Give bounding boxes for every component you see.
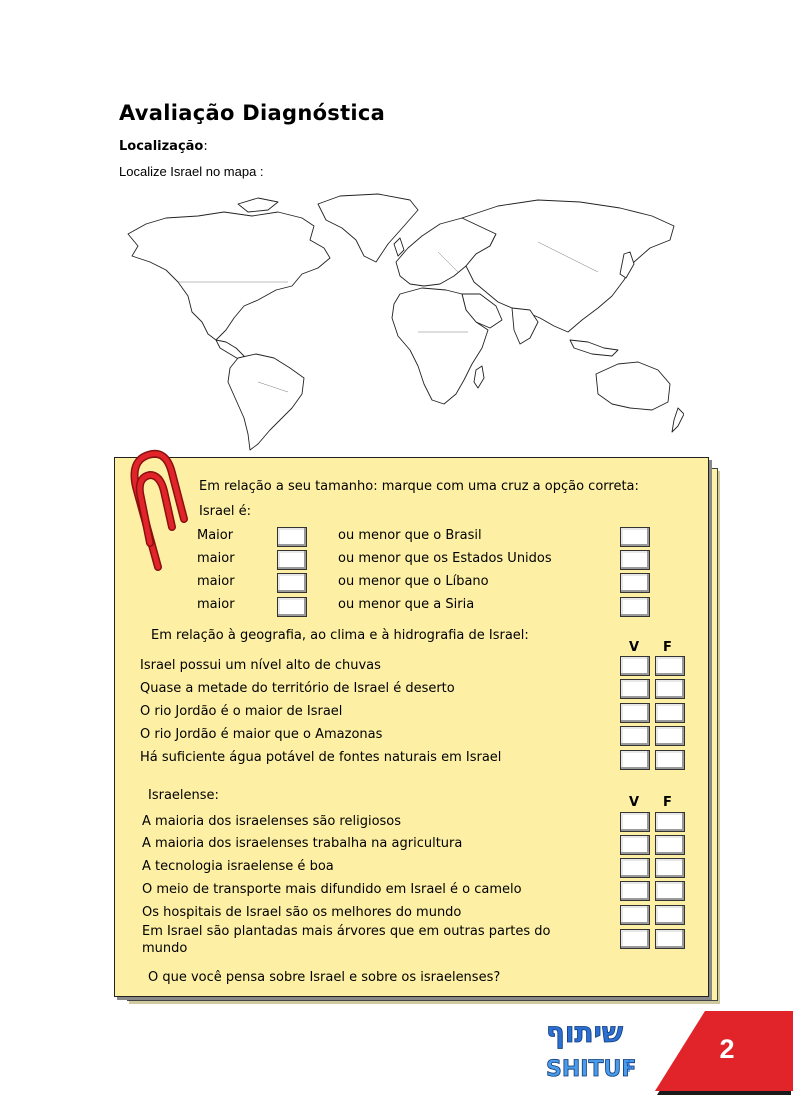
geo-false-checkbox[interactable]	[655, 656, 685, 676]
size-row-left: maior	[197, 551, 235, 566]
people-true-checkbox[interactable]	[620, 812, 650, 832]
size-row-left: Maior	[197, 528, 234, 543]
geo-true-checkbox[interactable]	[620, 750, 650, 770]
geo-f-label: F	[663, 640, 672, 655]
arctic-islands-shape	[238, 198, 278, 212]
people-false-checkbox[interactable]	[655, 929, 685, 949]
size-menor-checkbox[interactable]	[620, 527, 650, 547]
size-maior-checkbox[interactable]	[277, 573, 307, 593]
people-true-checkbox[interactable]	[620, 929, 650, 949]
people-false-checkbox[interactable]	[655, 881, 685, 901]
indonesia-shape	[570, 340, 618, 356]
geo-true-checkbox[interactable]	[620, 726, 650, 746]
people-f-label: F	[663, 795, 672, 810]
logo-hebrew: שיתוף	[546, 1016, 624, 1049]
people-statement: Em Israel são plantadas mais árvores que em outras partes do	[142, 924, 551, 939]
page-title: Avaliação Diagnóstica	[119, 101, 386, 125]
people-false-checkbox[interactable]	[655, 905, 685, 925]
people-true-checkbox[interactable]	[620, 905, 650, 925]
size-row-right: ou menor que o Líbano	[338, 574, 489, 589]
people-statement: Os hospitais de Israel são os melhores do mundo	[142, 905, 462, 920]
size-maior-checkbox[interactable]	[277, 597, 307, 617]
geo-true-checkbox[interactable]	[620, 703, 650, 723]
geo-true-checkbox[interactable]	[620, 679, 650, 699]
size-row-left: maior	[197, 597, 235, 612]
people-heading: Israelense:	[148, 788, 219, 803]
geo-false-checkbox[interactable]	[655, 679, 685, 699]
south-america-shape	[228, 354, 304, 450]
location-label-line	[119, 139, 208, 154]
geo-false-checkbox[interactable]	[655, 726, 685, 746]
people-statement: A tecnologia israelense é boa	[142, 859, 334, 874]
people-statement-continued: mundo	[142, 941, 188, 956]
geo-statement: Israel possui um nível alto de chuvas	[140, 658, 381, 673]
geo-false-checkbox[interactable]	[655, 750, 685, 770]
new-zealand-shape	[672, 408, 684, 432]
geo-heading: Em relação à geografia, ao clima e à hidrografia de Israel:	[151, 628, 529, 643]
size-menor-checkbox[interactable]	[620, 550, 650, 570]
size-row-right: ou menor que os Estados Unidos	[338, 551, 552, 566]
geo-statement: O rio Jordão é maior que o Amazonas	[140, 727, 383, 742]
north-america-shape	[128, 212, 330, 340]
page-number: 2	[719, 1034, 735, 1064]
geo-true-checkbox[interactable]	[620, 656, 650, 676]
madagascar-shape	[474, 366, 484, 388]
people-true-checkbox[interactable]	[620, 881, 650, 901]
size-row-left: maior	[197, 574, 235, 589]
location-label: Localização	[119, 139, 204, 154]
size-menor-checkbox[interactable]	[620, 597, 650, 617]
location-colon: :	[203, 139, 208, 154]
page-number-tab	[655, 1011, 793, 1096]
geo-statement: Quase a metade do território de Israel é deserto	[140, 681, 455, 696]
people-false-checkbox[interactable]	[655, 858, 685, 878]
size-maior-checkbox[interactable]	[277, 550, 307, 570]
people-true-checkbox[interactable]	[620, 858, 650, 878]
people-v-label: V	[629, 795, 640, 810]
logo-latin: SHITUF	[546, 1057, 636, 1082]
australia-shape	[596, 362, 670, 410]
geo-v-label: V	[629, 640, 640, 655]
size-menor-checkbox[interactable]	[620, 573, 650, 593]
people-false-checkbox[interactable]	[655, 812, 685, 832]
world-map[interactable]	[118, 182, 684, 454]
size-maior-checkbox[interactable]	[277, 527, 307, 547]
size-lead: Israel é:	[199, 504, 252, 519]
people-false-checkbox[interactable]	[655, 835, 685, 855]
geo-statement: O rio Jordão é o maior de Israel	[140, 704, 343, 719]
people-true-checkbox[interactable]	[620, 835, 650, 855]
paperclip-icon	[128, 447, 188, 573]
uk-shape	[394, 238, 404, 256]
closing-question: O que você pensa sobre Israel e sobre os israelenses?	[148, 970, 501, 985]
shituf-logo	[542, 1012, 636, 1084]
size-row-right: ou menor que o Brasil	[338, 528, 482, 543]
location-instruction: Localize Israel no mapa :	[119, 164, 264, 179]
size-instruction: Em relação a seu tamanho: marque com uma cruz a opção correta:	[199, 479, 639, 494]
geo-false-checkbox[interactable]	[655, 703, 685, 723]
people-statement: A maioria dos israelenses trabalha na agricultura	[142, 836, 463, 851]
people-statement: O meio de transporte mais difundido em Israel é o camelo	[142, 882, 522, 897]
people-statement: A maioria dos israelenses são religiosos	[142, 814, 402, 829]
greenland-shape	[318, 194, 418, 262]
geo-statement: Há suficiente água potável de fontes naturais em Israel	[140, 750, 502, 765]
central-america-shape	[216, 340, 244, 360]
size-row-right: ou menor que a Siria	[338, 597, 475, 612]
